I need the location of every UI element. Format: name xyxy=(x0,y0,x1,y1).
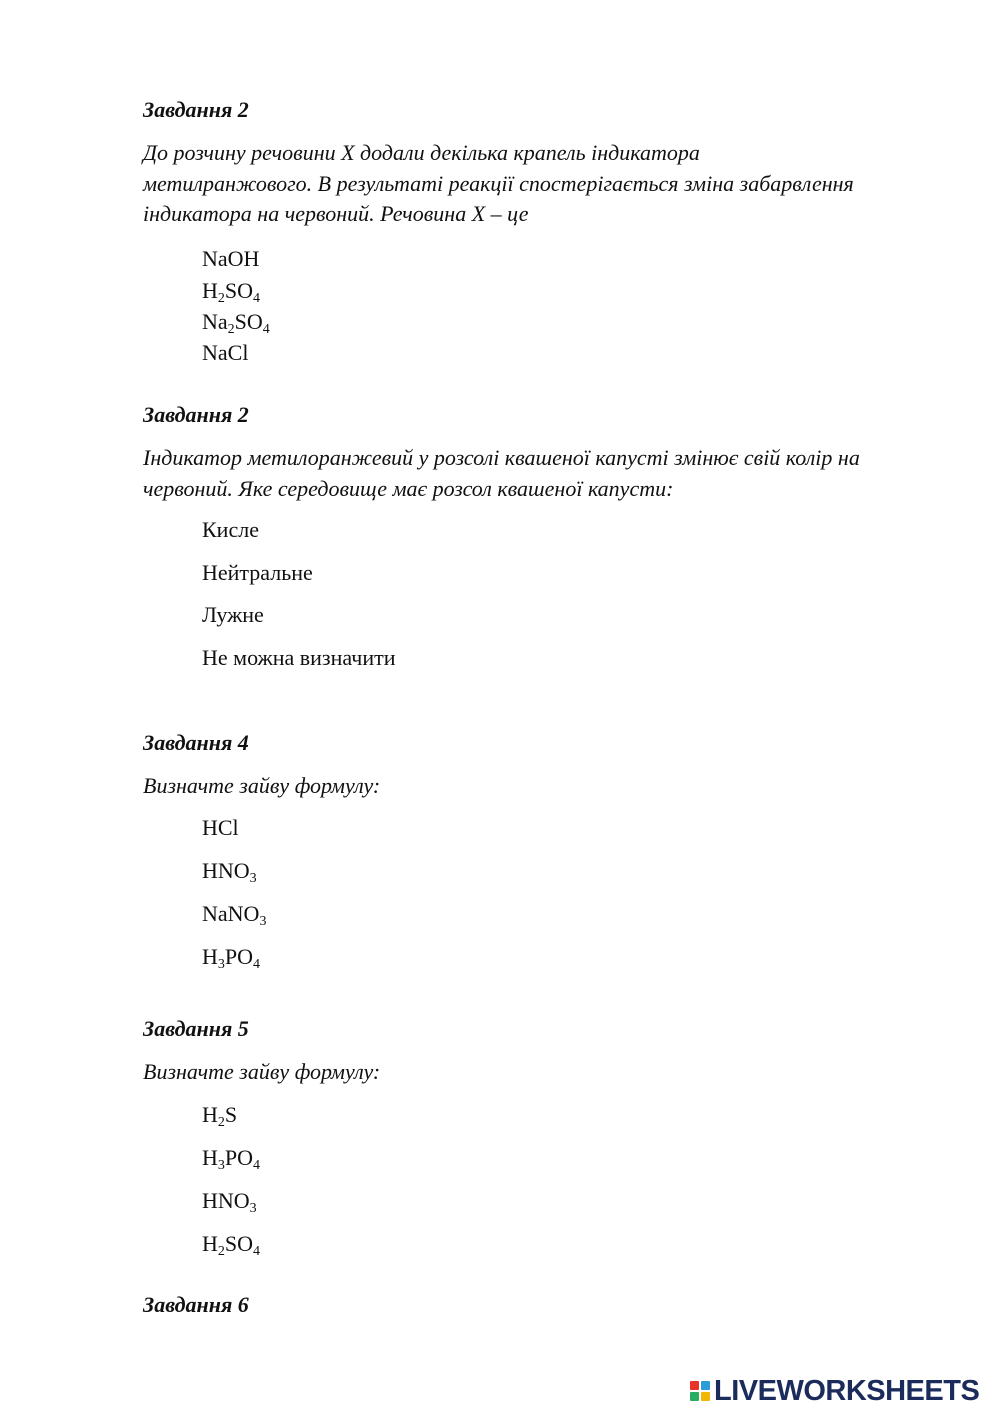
formula-text: Кисле xyxy=(202,517,259,542)
logo-tile xyxy=(690,1392,699,1401)
formula-subscript: 3 xyxy=(217,1158,225,1173)
formula-text: NaCl xyxy=(202,340,249,365)
formula-text: Нейтральне xyxy=(202,560,313,585)
formula-subscript: 2 xyxy=(217,1244,225,1259)
formula-subscript: 3 xyxy=(217,957,225,972)
task-title: Завдання 2 xyxy=(143,97,249,122)
logo-tile xyxy=(690,1381,699,1390)
answer-option[interactable] xyxy=(202,246,259,272)
question-line: індикатора на червоний. Речовина X – це xyxy=(143,201,529,226)
formula-subscript: 4 xyxy=(262,322,270,337)
answer-option[interactable] xyxy=(202,944,260,970)
question-line: Індикатор метилоранжевий у розсолі квашеної капусті змінює свій колір на xyxy=(143,445,860,470)
formula-text: SO xyxy=(224,278,254,303)
task-title: Завдання 6 xyxy=(143,1292,249,1317)
formula-text: NaOH xyxy=(202,246,260,271)
formula-text: H xyxy=(202,944,218,969)
formula-subscript: 3 xyxy=(259,914,267,929)
formula-subscript: 4 xyxy=(253,957,261,972)
formula-text: Не можна визначити xyxy=(202,645,396,670)
formula-text: PO xyxy=(224,1145,254,1170)
formula-text: S xyxy=(224,1102,238,1127)
answer-option[interactable] xyxy=(202,309,270,335)
formula-text: H xyxy=(202,278,218,303)
answer-option[interactable] xyxy=(202,278,260,304)
answer-option[interactable] xyxy=(202,1145,260,1171)
answer-option[interactable] xyxy=(202,1188,257,1214)
answer-option[interactable] xyxy=(202,517,259,543)
formula-text: NaNO xyxy=(202,901,260,926)
question-line: червоний. Яке середовище має розсол квашеної капусти: xyxy=(143,475,674,501)
answer-option[interactable] xyxy=(202,340,248,366)
logo-tile xyxy=(701,1381,710,1390)
answer-option[interactable] xyxy=(202,901,266,927)
answer-option[interactable] xyxy=(202,645,396,671)
task-question xyxy=(143,1057,943,1088)
answer-option[interactable] xyxy=(202,858,257,884)
formula-text: Лужне xyxy=(202,602,264,627)
answer-option[interactable] xyxy=(202,602,264,628)
formula-subscript: 3 xyxy=(249,871,257,886)
task-title: Завдання 2 xyxy=(143,402,249,427)
formula-subscript: 4 xyxy=(253,1244,261,1259)
logo-tile xyxy=(701,1392,710,1401)
formula-subscript: 4 xyxy=(253,1158,261,1173)
formula-text: HCl xyxy=(202,815,239,840)
task-question xyxy=(143,771,943,802)
task-question xyxy=(143,443,943,504)
formula-text: SO xyxy=(234,309,263,334)
task-question xyxy=(143,138,943,230)
formula-subscript: 2 xyxy=(227,322,235,337)
formula-subscript: 3 xyxy=(249,1201,257,1216)
liveworksheets-logo xyxy=(690,1373,979,1409)
answer-option[interactable] xyxy=(202,1231,260,1257)
formula-text: HNO xyxy=(202,858,250,883)
question-line: Визначте зайву формулу: xyxy=(143,1059,381,1084)
question-line: метилранжового. В результаті реакції спостерігається зміна забарвлення xyxy=(143,170,854,196)
formula-text: H xyxy=(202,1145,218,1170)
formula-text: Na xyxy=(202,309,228,334)
formula-subscript: 4 xyxy=(253,291,261,306)
task-title: Завдання 4 xyxy=(143,730,249,755)
formula-subscript: 2 xyxy=(217,1115,225,1130)
question-line: Визначте зайву формулу: xyxy=(143,773,381,798)
formula-text: SO xyxy=(224,1231,254,1256)
logo-text: LIVEWORKSHEETS xyxy=(714,1374,980,1407)
formula-text: PO xyxy=(224,944,254,969)
question-line: До розчину речовини X додали декілька крапель індикатора xyxy=(143,140,700,165)
formula-text: H xyxy=(202,1102,218,1127)
task-title: Завдання 5 xyxy=(143,1016,249,1041)
answer-option[interactable] xyxy=(202,560,313,586)
formula-text: H xyxy=(202,1231,218,1256)
formula-text: HNO xyxy=(202,1188,250,1213)
formula-subscript: 2 xyxy=(217,291,225,306)
answer-option[interactable] xyxy=(202,815,239,841)
liveworksheets-logo-icon xyxy=(690,1381,710,1401)
answer-option[interactable] xyxy=(202,1102,237,1128)
